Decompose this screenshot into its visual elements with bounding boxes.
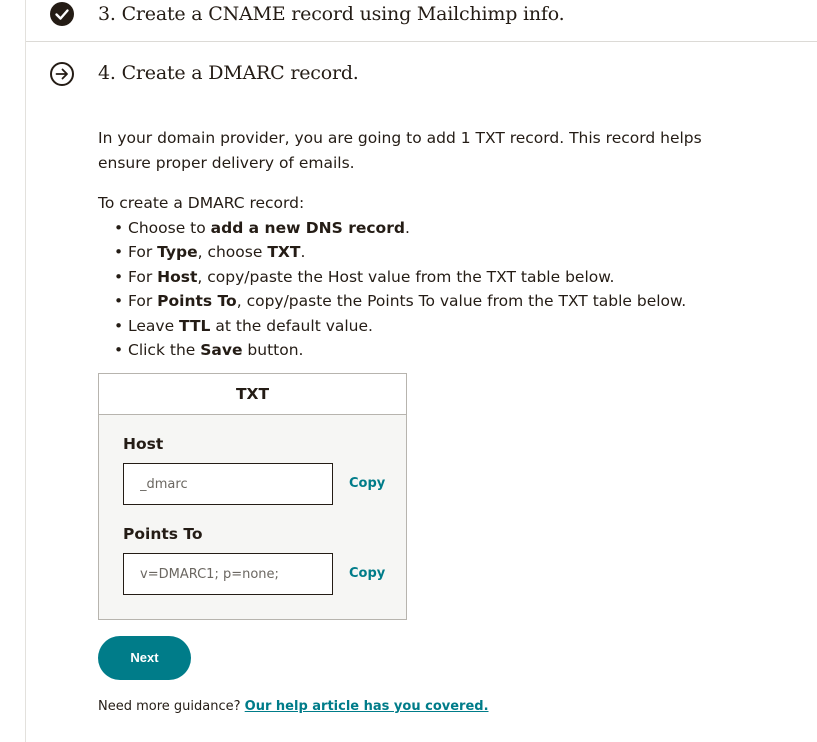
record-type-header: TXT — [99, 374, 406, 415]
list-item: • For Host, copy/paste the Host value from the TXT table below. — [114, 265, 758, 290]
points-to-label: Points To — [123, 525, 203, 543]
instructions-list — [98, 216, 758, 363]
copy-points-to-button[interactable]: Copy — [349, 566, 386, 581]
list-item: • For Type, choose TXT. — [114, 240, 758, 265]
intro-text: In your domain provider, you are going to add 1 TXT record. This record helps ensure proper delivery of emails. — [98, 129, 702, 172]
points-to-field[interactable] — [123, 553, 333, 595]
list-item: • Leave TTL at the default value. — [114, 314, 758, 339]
next-button[interactable]: Next — [98, 636, 191, 680]
help-article-link[interactable]: Our help article has you covered. — [244, 699, 489, 714]
step-3[interactable] — [26, 0, 817, 42]
list-item: • Choose to add a new DNS record. — [114, 216, 758, 241]
instructions-title: To create a DMARC record: — [98, 194, 305, 212]
step-3-title: 3. Create a CNAME record using Mailchimp info. — [98, 3, 565, 25]
host-field[interactable] — [123, 463, 333, 505]
list-item: • Click the Save button. — [114, 338, 758, 363]
check-circle-icon — [50, 2, 74, 26]
step-4-body — [98, 126, 758, 363]
step-4-title: 4. Create a DMARC record. — [98, 62, 359, 84]
copy-host-button[interactable]: Copy — [349, 476, 386, 491]
step-4 — [26, 42, 817, 742]
arrow-right-circle-icon — [50, 62, 74, 86]
txt-record-table — [98, 373, 407, 620]
host-label: Host — [123, 435, 164, 453]
guidance-text: Need more guidance? Our help article has you covered. — [98, 699, 489, 714]
list-item: • For Points To, copy/paste the Points To value from the TXT table below. — [114, 289, 758, 314]
